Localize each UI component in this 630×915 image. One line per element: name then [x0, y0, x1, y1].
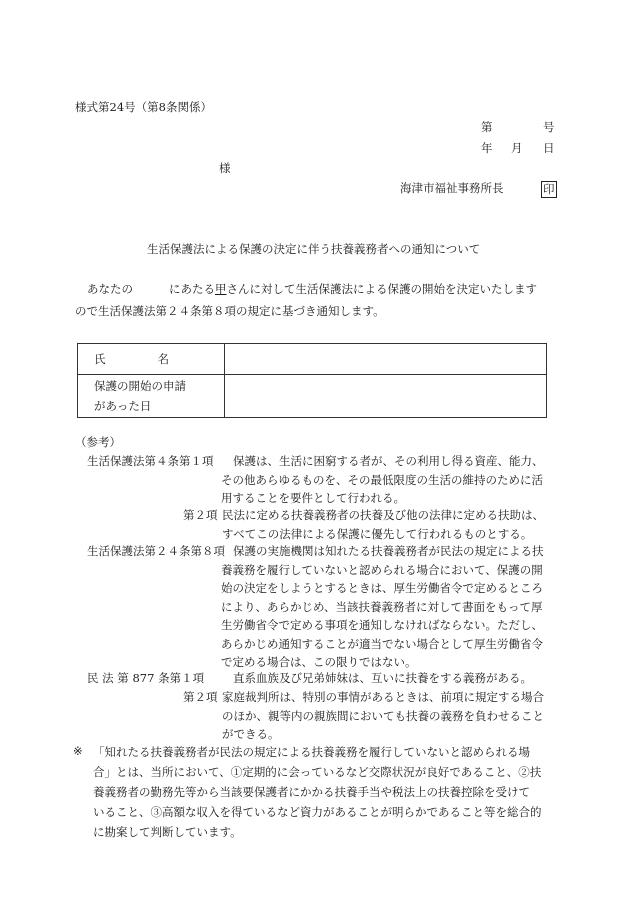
ref-line: 生労働省令で定める事項を通知しなければならない。ただし、	[221, 618, 543, 632]
ref-line: により、あらかじめ、当該扶養義務者に対して書面をもって厚	[221, 599, 543, 614]
ref-label-4: 民 法 第 877 条第１項	[87, 671, 205, 685]
ref-text-2	[222, 506, 544, 543]
body-line-1	[75, 278, 565, 300]
sender-name: 海津市福祉事務所長	[400, 181, 504, 195]
body-line-2: ので生活保護法第２４条第８項の規定に基づき通知します。	[75, 304, 385, 318]
body-text-a: あなたの	[87, 282, 133, 296]
ref-line: ができる。	[222, 727, 280, 741]
ref-line: 始の決定をしようとするときは、厚生労働省令で定めるところ	[221, 581, 543, 595]
date-day: 日	[543, 141, 555, 155]
table-row-name	[78, 344, 547, 375]
name-label-b: 名	[157, 352, 169, 366]
ref-line: その他あらゆるものを、その最低限度の生活の維持のために活	[221, 472, 543, 487]
table-row-date	[78, 375, 547, 418]
ref-line: で定める場合は、この限りではない。	[221, 655, 417, 669]
name-label-cell	[78, 344, 225, 375]
note-mark: ※	[73, 744, 83, 758]
doc-number-suffix: 号	[543, 120, 555, 134]
ref-line: 養義務を履行していないと認められる場合において、保護の開	[221, 562, 543, 577]
date-year: 年	[481, 141, 493, 155]
note-line: 合」とは、当所において、①定期的に会っているなど交際状況が良好であること、②扶	[93, 765, 542, 779]
ref-line: 用することを要件として行われる。	[221, 491, 405, 505]
seal-stamp	[541, 181, 557, 198]
note-line: いること、③高額な収入を得ているなど資力があることが明らかであること等を総合的	[93, 805, 542, 819]
ref-label-5: 第２項	[183, 690, 218, 704]
note-line: に勘案して判断しています。	[93, 825, 242, 839]
ref-label-1: 生活保護法第４条第１項	[87, 454, 214, 468]
ref-line: 民法に定める扶養義務者の扶養及び他の法律に定める扶助は、	[222, 508, 544, 522]
ref-text-4	[233, 669, 532, 688]
ref-label-3: 生活保護法第２４条第８項	[87, 544, 225, 558]
reference-heading: （参考）	[75, 435, 121, 449]
ref-line: 保護は、生活に困窮する者が、その利用し得る資産、能力、	[233, 454, 544, 468]
name-value-cell[interactable]	[225, 344, 547, 375]
date-label-line-1: 保護の開始の申請	[94, 379, 186, 393]
ref-text-1	[221, 452, 544, 508]
note-line: 養義務者の勤務先等から当該要保護者にかかる扶養手当や税法上の扶養控除を受けて	[93, 785, 530, 799]
note-text	[93, 742, 573, 842]
body-paragraph	[75, 278, 565, 322]
ref-line: 家庭裁判所は、特別の事情があるときは、前項に規定する場合	[222, 690, 544, 704]
relative-name: 甲	[215, 282, 227, 296]
ref-text-3	[221, 542, 544, 672]
ref-line: のほか、親等内の親族間においても扶養の義務を負わせること	[222, 708, 544, 723]
form-number: 様式第24号（第8条関係）	[75, 100, 212, 114]
document-title: 生活保護法による保護の決定に伴う扶養義務者への通知について	[147, 242, 481, 256]
date-label-cell	[78, 375, 225, 418]
doc-number-prefix: 第	[481, 120, 493, 134]
ref-line: 直系血族及び兄弟姉妹は、互いに扶養をする義務がある。	[233, 671, 532, 685]
note-line: 「知れたる扶養義務者が民法の規定による扶養義務を履行していないと認められる場	[93, 745, 530, 759]
addressee-suffix: 様	[219, 161, 231, 175]
date-month: 月	[511, 141, 523, 155]
info-table	[77, 343, 547, 418]
date-label-line-2: があった日	[94, 399, 152, 413]
name-label-a: 氏	[94, 352, 106, 366]
body-text-c: さんに対して生活保護法による保護の開始を決定いたします	[226, 282, 537, 296]
ref-text-5	[222, 688, 544, 744]
date-value-cell[interactable]	[225, 375, 547, 418]
ref-line: すべてこの法律による保護に優先して行われるものとする。	[222, 526, 533, 541]
ref-label-2: 第２項	[183, 508, 218, 522]
ref-line: あらかじめ通知することが適当でない場合として厚生労働省令	[221, 636, 543, 651]
ref-line: 保護の実施機関は知れたる扶養義務者が民法の規定による扶	[233, 544, 544, 558]
body-text-b: にあたる	[169, 282, 215, 296]
seal-label: 印	[543, 182, 555, 196]
